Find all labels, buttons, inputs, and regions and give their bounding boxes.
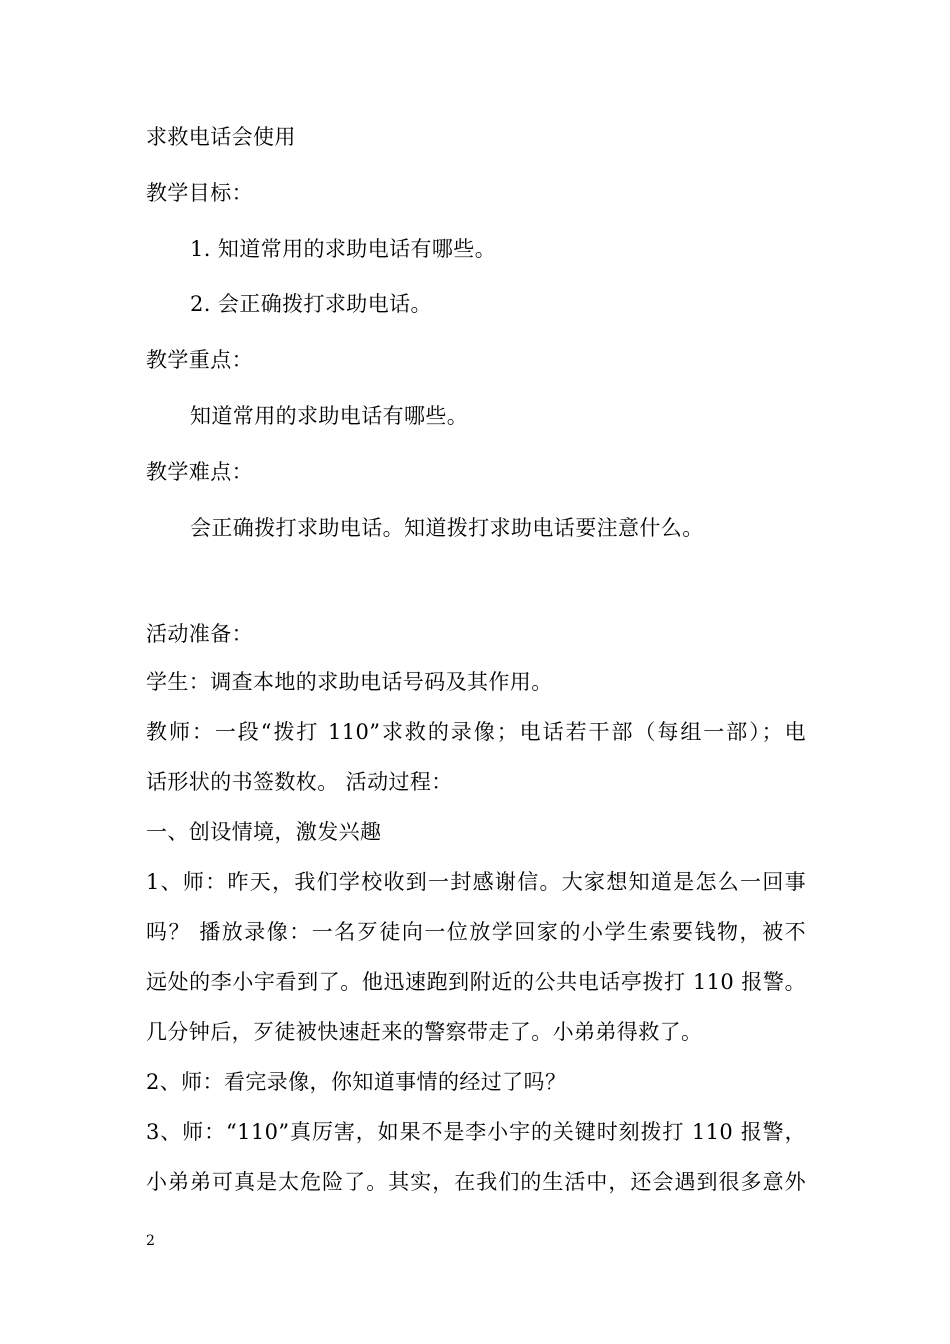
prep-teacher-line: 话形状的书签数枚。 活动过程：	[146, 770, 453, 794]
prep-teacher-line: 教师：一段“拨打 110”求救的录像；电话若干部（每组一部）；电	[146, 720, 806, 744]
paragraph-line: 2、师：看完录像，你知道事情的经过了吗？	[146, 1070, 567, 1094]
key-point-heading: 教学重点：	[146, 348, 253, 372]
difficulty-heading: 教学难点：	[146, 460, 253, 484]
paragraph-line: 几分钟后，歹徒被快速赶来的警察带走了。小弟弟得救了。	[146, 1020, 703, 1044]
paragraph-line: 3、师：“110”真厉害，如果不是李小宇的关键时刻拨打 110 报警，	[146, 1120, 806, 1144]
prep-student: 学生：调查本地的求助电话号码及其作用。	[146, 670, 553, 694]
paragraph-line: 小弟弟可真是太危险了。其实，在我们的生活中，还会遇到很多意外	[146, 1170, 806, 1194]
page-number: 2	[146, 1233, 155, 1249]
section-heading: 一、创设情境，激发兴趣	[146, 820, 382, 844]
goal-item: 1. 知道常用的求助电话有哪些。	[190, 237, 497, 261]
difficulty-text: 会正确拨打求助电话。知道拨打求助电话要注意什么。	[190, 516, 704, 540]
key-point-text: 知道常用的求助电话有哪些。	[190, 404, 469, 428]
paragraph-line: 吗？ 播放录像：一名歹徒向一位放学回家的小学生索要钱物，被不	[146, 920, 806, 944]
prep-heading: 活动准备：	[146, 622, 253, 646]
goal-item: 2. 会正确拨打求助电话。	[190, 292, 432, 316]
paragraph-line: 1、师：昨天，我们学校收到一封感谢信。大家想知道是怎么一回事	[146, 870, 806, 894]
goals-heading: 教学目标：	[146, 181, 253, 205]
paragraph-line: 远处的李小宇看到了。他迅速跑到附近的公共电话亭拨打 110 报警。	[146, 970, 806, 994]
document-title: 求救电话会使用	[146, 125, 296, 149]
